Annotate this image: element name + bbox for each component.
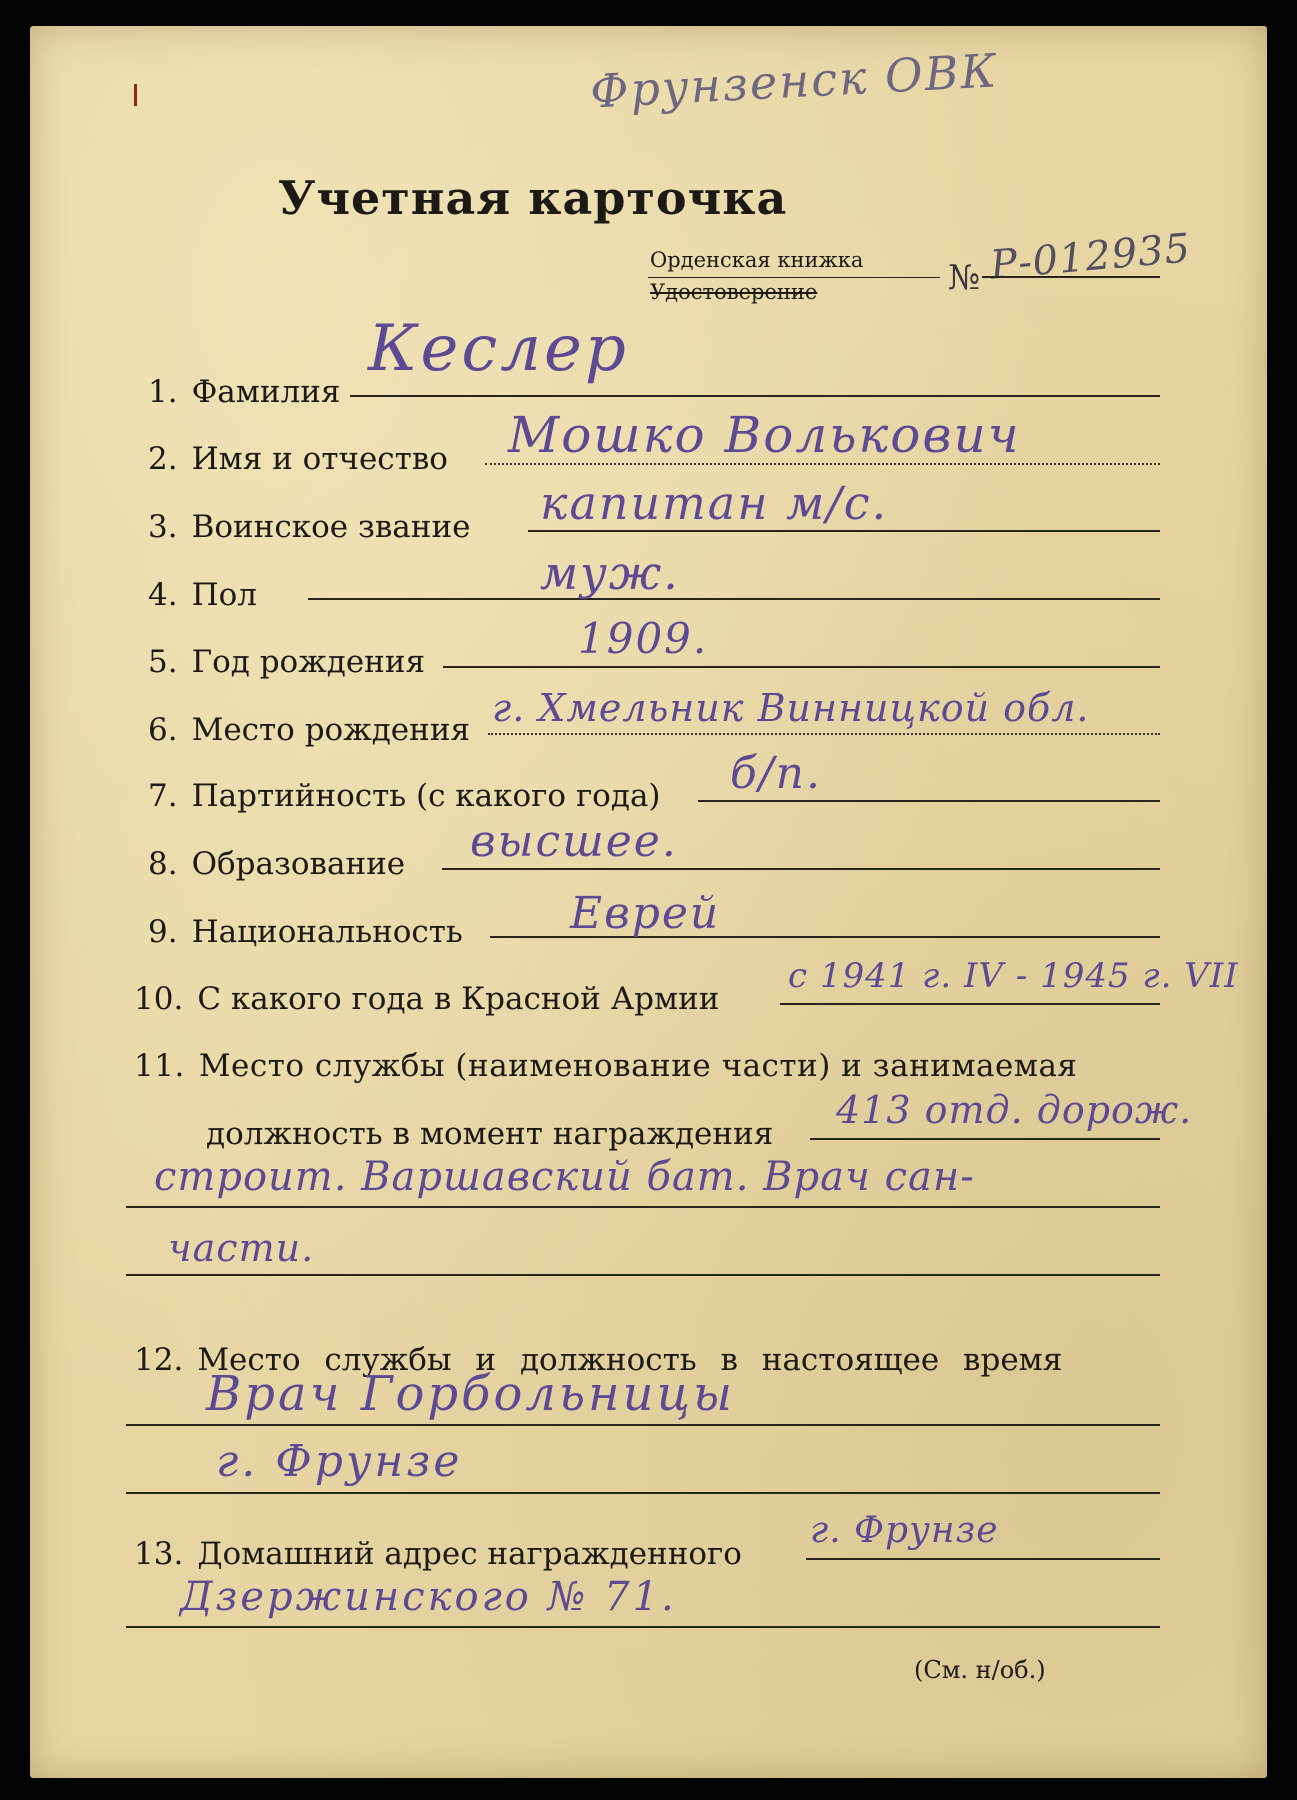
doc-type-divider bbox=[648, 277, 940, 278]
number-label: № bbox=[948, 258, 981, 298]
field-line-address-2 bbox=[126, 1626, 1160, 1628]
field-value-current-1: Врач Горбольницы bbox=[206, 1366, 736, 1422]
field-line-party bbox=[698, 800, 1160, 802]
field-value-birth-year: 1909. bbox=[578, 614, 709, 663]
field-line-army-since bbox=[780, 1003, 1160, 1005]
field-line-surname bbox=[350, 395, 1160, 397]
card-title: Учетная карточка bbox=[278, 171, 788, 225]
number-underline bbox=[982, 276, 1160, 278]
field-line-birth-place bbox=[488, 733, 1160, 735]
field-label-surname: 1. Фамилия bbox=[148, 374, 341, 410]
field-label-name-patronymic: 2. Имя и отчество bbox=[148, 441, 448, 477]
field-value-name-patronymic: Мошко Волькович bbox=[508, 406, 1021, 464]
field-label-army-since: 10. С какого года в Красной Армии bbox=[134, 981, 720, 1017]
field-value-service-3: части. bbox=[168, 1226, 315, 1270]
field-line-service-1 bbox=[810, 1138, 1160, 1140]
number-value: Р-012935 bbox=[988, 225, 1193, 289]
field-label-nationality: 9. Национальность bbox=[148, 914, 463, 950]
field-label-home-address: 13. Домашний адрес награжденного bbox=[134, 1536, 742, 1572]
field-value-service-2: строит. Варшавский бат. Врач сан- bbox=[154, 1154, 975, 1200]
field-label-current-service: 12. Место службы и должность в настоящее время bbox=[134, 1342, 1063, 1378]
field-label-rank: 3. Воинское звание bbox=[148, 509, 471, 545]
field-value-sex: муж. bbox=[540, 546, 680, 600]
field-label-position-at-award: должность в момент награждения bbox=[206, 1116, 774, 1152]
field-line-rank bbox=[528, 530, 1160, 532]
field-line-service-3 bbox=[126, 1274, 1160, 1276]
field-line-birth-year bbox=[443, 666, 1160, 668]
field-value-rank: капитан м/с. bbox=[540, 476, 889, 530]
field-value-address-2: Дзержинского № 71. bbox=[180, 1574, 677, 1620]
field-value-nationality: Еврей bbox=[570, 888, 721, 939]
field-value-birth-place: г. Хмельник Винницкой обл. bbox=[492, 686, 1090, 730]
field-value-service-1: 413 отд. дорож. bbox=[836, 1088, 1193, 1132]
handwritten-office-note: Фрунзенск ОВК bbox=[588, 43, 1000, 119]
field-value-education: высшее. bbox=[470, 816, 678, 867]
field-line-current-2 bbox=[126, 1492, 1160, 1494]
field-line-education bbox=[442, 868, 1160, 870]
field-value-surname: Кеслер bbox=[368, 312, 629, 386]
field-line-address-1 bbox=[806, 1558, 1160, 1560]
field-label-service-at-award: 11. Место службы (наименование части) и занимаемая bbox=[134, 1048, 1078, 1084]
field-label-birth-year: 5. Год рождения bbox=[148, 644, 426, 680]
see-overleaf-note: (См. н/об.) bbox=[914, 1656, 1046, 1684]
field-label-birth-place: 6. Место рождения bbox=[148, 712, 471, 748]
field-line-sex bbox=[308, 598, 1160, 600]
field-label-party: 7. Партийность (с какого года) bbox=[148, 778, 661, 814]
field-line-service-2 bbox=[126, 1206, 1160, 1208]
field-value-current-2: г. Фрунзе bbox=[216, 1436, 463, 1487]
red-ink-mark bbox=[134, 84, 137, 106]
record-card bbox=[30, 26, 1267, 1778]
doc-type-certificate: Удостоверение bbox=[650, 280, 818, 304]
field-line-current-1 bbox=[126, 1424, 1160, 1426]
field-value-army-since: с 1941 г. IV - 1945 г. VII bbox=[788, 956, 1239, 996]
field-value-address-1: г. Фрунзе bbox=[810, 1510, 999, 1551]
field-label-education: 8. Образование bbox=[148, 846, 406, 882]
doc-type-order-book: Орденская книжка bbox=[650, 248, 864, 272]
field-label-sex: 4. Пол bbox=[148, 577, 257, 613]
field-value-party: б/п. bbox=[730, 748, 823, 799]
